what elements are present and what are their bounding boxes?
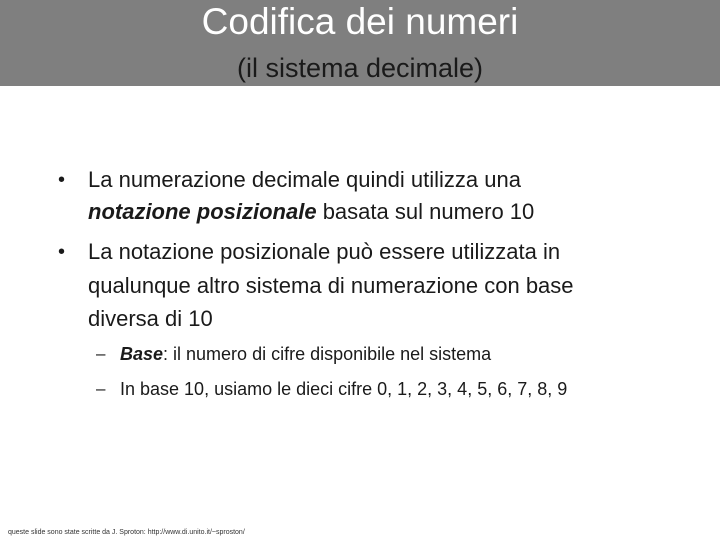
sub-bullet-1 (120, 342, 491, 366)
sub-bullet-1-rest: : il numero di cifre disponibile nel sistema (163, 344, 492, 364)
bullet-2-line-1: La notazione posizionale può essere utilizzata in (88, 239, 561, 264)
bullet-1-line-2 (88, 196, 534, 228)
emphasis-term: notazione posizionale (88, 199, 317, 224)
slide-title: Codifica dei numeri (201, 1, 519, 42)
bullet-dot: • (58, 169, 66, 191)
slide-subtitle: (il sistema decimale) (236, 53, 484, 83)
bullet-1-line-2-rest: basata sul numero 10 (316, 199, 535, 224)
footer-credit: queste slide sono state scritte da J. Sproton: http://www.di.unito.it/~sproston/ (8, 529, 245, 536)
sub-bullet-dash: – (96, 379, 106, 398)
bullet-1-line-1: La numerazione decimale quindi utilizza una (88, 167, 521, 192)
bullet-dot: • (58, 241, 66, 263)
bullet-2-line-3: diversa di 10 (88, 306, 213, 331)
bullet-2-line-2: qualunque altro sistema di numerazione con base (88, 273, 574, 298)
sub-bullet-2: In base 10, usiamo le dieci cifre 0, 1, 2, 3, 4, 5, 6, 7, 8, 9 (120, 379, 568, 399)
emphasis-term: Base (120, 344, 164, 364)
sub-bullet-dash: – (96, 344, 106, 363)
